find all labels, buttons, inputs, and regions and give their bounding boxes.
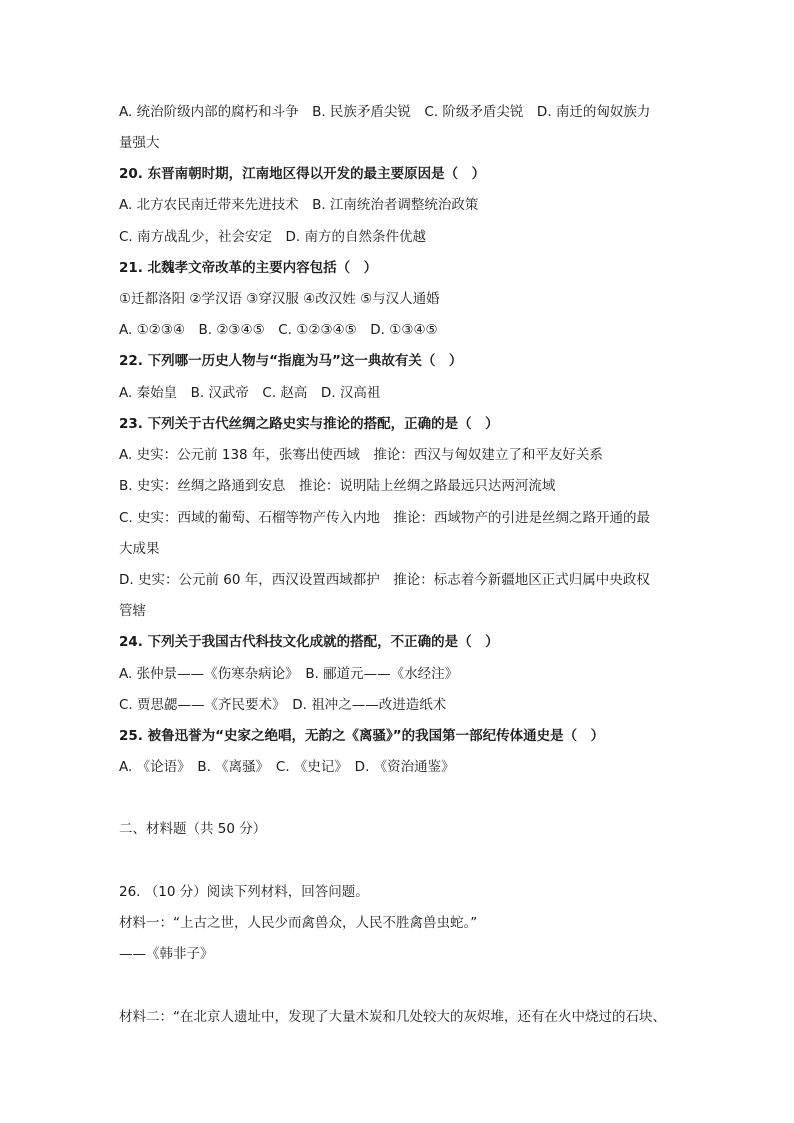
q26-source1: ——《韩非子》 (119, 946, 214, 962)
q26-material2: 材料二：“在北京人遗址中，发现了大量木炭和几处较大的灰烬堆，还有在火中烧过的石块、 (119, 1009, 666, 1025)
q24-options-line1: A. 张仲景——《伤寒杂病论》 B. 郦道元——《水经注》 (119, 666, 459, 682)
q23-option-c-continuation: 大成果 (119, 541, 160, 557)
section2-heading: 二、材料题（共 50 分） (119, 821, 267, 837)
q26-material1: 材料一：“上古之世，人民少而禽兽众，人民不胜禽兽虫蛇。” (119, 915, 478, 931)
q22-stem: 22. 下列哪一历史人物与“指鹿为马”这一典故有关（ ） (119, 353, 463, 369)
q23-option-d: D. 史实：公元前 60 年，西汉设置西域都护 推论：标志着今新疆地区正式归属中央政权 (119, 572, 650, 588)
q21-options: A. ①②③④ B. ②③④⑤ C. ①②③④⑤ D. ①③④⑤ (119, 322, 438, 338)
q26-stem: 26. （10 分）阅读下列材料，回答问题。 (119, 884, 369, 900)
q25-options: A. 《论语》 B. 《离骚》 C. 《史记》 D. 《资治通鉴》 (119, 759, 455, 775)
q23-stem: 23. 下列关于古代丝绸之路史实与推论的搭配，正确的是（ ） (119, 416, 499, 432)
q24-stem: 24. 下列关于我国古代科技文化成就的搭配，不正确的是（ ） (119, 634, 499, 650)
q23-option-c: C. 史实：西域的葡萄、石榴等物产传入内地 推论：西域物产的引进是丝绸之路开通的最 (119, 510, 651, 526)
q19-options-continuation: 量强大 (119, 135, 160, 151)
q23-option-a: A. 史实：公元前 138 年，张骞出使西域 推论：西汉与匈奴建立了和平友好关系 (119, 447, 603, 463)
q24-options-line2: C. 贾思勰——《齐民要术》 D. 祖冲之——改进造纸术 (119, 697, 447, 713)
q25-stem: 25. 被鲁迅誉为“史家之绝唱，无韵之《离骚》”的我国第一部纪传体通史是（ ） (119, 728, 605, 744)
q20-stem: 20. 东晋南朝时期，江南地区得以开发的最主要原因是（ ） (119, 166, 486, 182)
q20-options-line1: A. 北方农民南迁带来先进技术 B. 江南统治者调整统治政策 (119, 197, 479, 213)
q23-option-d-continuation: 管辖 (119, 603, 146, 619)
q23-option-b: B. 史实：丝绸之路通到安息 推论：说明陆上丝绸之路最远只达两河流域 (119, 478, 556, 494)
q21-stem: 21. 北魏孝文帝改革的主要内容包括（ ） (119, 260, 378, 276)
q19-options-line: A. 统治阶级内部的腐朽和斗争 B. 民族矛盾尖锐 C. 阶级矛盾尖锐 D. 南迁的匈奴族力 (119, 104, 651, 120)
q20-options-line2: C. 南方战乱少，社会安定 D. 南方的自然条件优越 (119, 229, 426, 245)
q22-options: A. 秦始皇 B. 汉武帝 C. 赵高 D. 汉高祖 (119, 385, 381, 401)
q21-items: ①迁都洛阳 ②学汉语 ③穿汉服 ④改汉姓 ⑤与汉人通婚 (119, 291, 440, 307)
